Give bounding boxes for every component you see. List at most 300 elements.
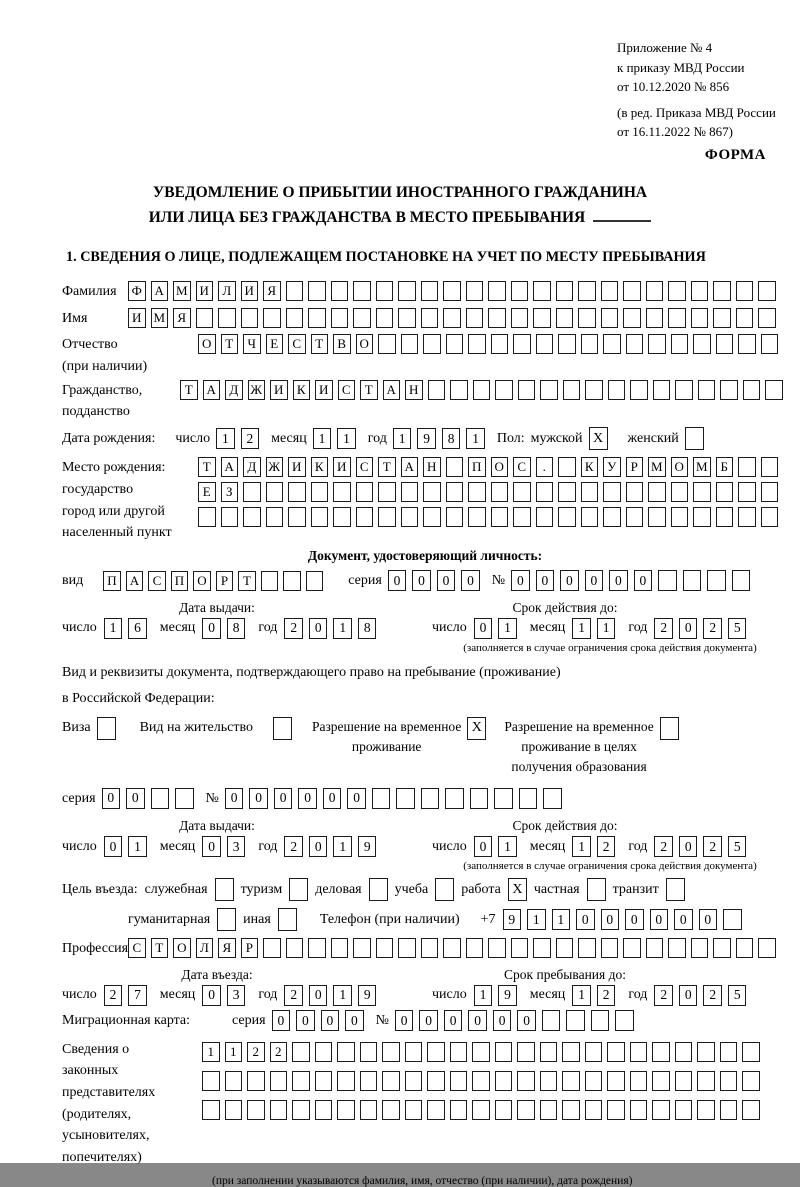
char-cell[interactable] [626,334,644,354]
char-cell[interactable]: 1 [216,428,235,449]
char-cell[interactable]: 1 [333,836,352,857]
char-cell[interactable] [603,482,621,502]
char-cell[interactable] [266,482,284,502]
char-cell[interactable] [623,281,641,301]
char-cell[interactable] [736,938,754,958]
char-cell[interactable]: 0 [625,909,644,930]
char-cell[interactable]: Ф [128,281,146,301]
char-cell[interactable] [423,334,441,354]
char-cell[interactable]: 0 [560,570,579,591]
char-cell[interactable] [716,482,734,502]
char-cell[interactable] [542,1010,561,1031]
char-cell[interactable] [466,308,484,328]
char-cell[interactable]: А [221,457,239,477]
char-cell[interactable] [713,281,731,301]
char-cell[interactable] [691,938,709,958]
char-cell[interactable] [401,334,419,354]
char-cell[interactable] [306,571,324,591]
char-cell[interactable] [470,788,489,809]
char-cell[interactable] [519,788,538,809]
char-cell[interactable] [443,281,461,301]
char-cell[interactable] [675,1071,693,1091]
char-cell[interactable]: 0 [699,909,718,930]
char-cell[interactable] [308,281,326,301]
char-cell[interactable] [653,380,671,400]
char-cell[interactable] [738,457,756,477]
char-cell[interactable]: 2 [270,1042,288,1062]
char-cell[interactable] [675,1042,693,1062]
char-cell[interactable]: 0 [345,1010,364,1031]
char-cell[interactable] [511,308,529,328]
purpose-private-checkbox[interactable] [587,878,606,901]
char-cell[interactable] [675,1100,693,1120]
char-cell[interactable] [623,308,641,328]
char-cell[interactable] [491,482,509,502]
char-cell[interactable] [491,334,509,354]
char-cell[interactable] [198,507,216,527]
char-cell[interactable] [218,308,236,328]
char-cell[interactable] [421,788,440,809]
char-cell[interactable] [517,1071,535,1091]
char-cell[interactable] [623,938,641,958]
char-cell[interactable]: 0 [468,1010,487,1031]
char-cell[interactable] [202,1100,220,1120]
char-cell[interactable]: 5 [728,985,747,1006]
char-cell[interactable]: 0 [474,618,493,639]
char-cell[interactable]: С [128,938,146,958]
char-cell[interactable] [308,938,326,958]
char-cell[interactable] [540,1042,558,1062]
char-cell[interactable] [331,281,349,301]
char-cell[interactable] [601,281,619,301]
char-cell[interactable] [671,507,689,527]
char-cell[interactable] [241,308,259,328]
char-cell[interactable]: 9 [503,909,522,930]
char-cell[interactable]: И [288,457,306,477]
char-cell[interactable]: . [536,457,554,477]
sex-female-checkbox[interactable] [685,427,704,450]
char-cell[interactable]: 1 [552,909,571,930]
char-cell[interactable] [723,909,742,930]
char-cell[interactable] [337,1100,355,1120]
char-cell[interactable]: 0 [511,570,530,591]
char-cell[interactable]: А [126,571,144,591]
char-cell[interactable] [221,507,239,527]
char-cell[interactable]: 3 [227,836,246,857]
char-cell[interactable] [288,482,306,502]
char-cell[interactable] [398,308,416,328]
char-cell[interactable] [518,380,536,400]
char-cell[interactable] [308,308,326,328]
char-cell[interactable] [488,281,506,301]
char-cell[interactable] [626,482,644,502]
char-cell[interactable] [494,788,513,809]
char-cell[interactable] [450,1100,468,1120]
char-cell[interactable] [270,1071,288,1091]
char-cell[interactable] [742,1042,760,1062]
char-cell[interactable] [646,281,664,301]
char-cell[interactable] [558,507,576,527]
char-cell[interactable] [446,507,464,527]
char-cell[interactable] [468,507,486,527]
char-cell[interactable] [693,482,711,502]
char-cell[interactable] [405,1071,423,1091]
visa-checkbox[interactable] [97,717,116,740]
char-cell[interactable] [353,938,371,958]
char-cell[interactable] [473,380,491,400]
char-cell[interactable] [175,788,194,809]
char-cell[interactable] [738,334,756,354]
char-cell[interactable]: 1 [128,836,147,857]
char-cell[interactable] [511,281,529,301]
char-cell[interactable] [736,281,754,301]
char-cell[interactable]: Т [378,457,396,477]
char-cell[interactable]: 0 [274,788,293,809]
char-cell[interactable] [556,308,574,328]
char-cell[interactable] [401,482,419,502]
char-cell[interactable] [720,1042,738,1062]
char-cell[interactable]: 0 [102,788,121,809]
char-cell[interactable] [286,281,304,301]
char-cell[interactable] [286,308,304,328]
char-cell[interactable] [488,308,506,328]
char-cell[interactable] [683,570,702,591]
char-cell[interactable] [427,1071,445,1091]
char-cell[interactable]: 1 [498,836,517,857]
char-cell[interactable]: Т [360,380,378,400]
char-cell[interactable]: 0 [650,909,669,930]
char-cell[interactable]: Я [263,281,281,301]
char-cell[interactable] [396,788,415,809]
char-cell[interactable] [671,482,689,502]
char-cell[interactable] [738,482,756,502]
char-cell[interactable] [517,1042,535,1062]
char-cell[interactable]: А [203,380,221,400]
char-cell[interactable]: Т [221,334,239,354]
char-cell[interactable]: 2 [703,618,722,639]
char-cell[interactable]: С [338,380,356,400]
char-cell[interactable] [716,334,734,354]
char-cell[interactable] [495,1042,513,1062]
char-cell[interactable]: П [103,571,121,591]
char-cell[interactable] [288,507,306,527]
char-cell[interactable]: 0 [323,788,342,809]
char-cell[interactable] [382,1042,400,1062]
purpose-transit-checkbox[interactable] [666,878,685,901]
char-cell[interactable]: 0 [126,788,145,809]
char-cell[interactable]: 2 [247,1042,265,1062]
char-cell[interactable]: 8 [442,428,461,449]
char-cell[interactable] [743,380,761,400]
char-cell[interactable] [668,281,686,301]
char-cell[interactable]: 1 [313,428,332,449]
char-cell[interactable]: 2 [284,836,303,857]
char-cell[interactable] [421,308,439,328]
char-cell[interactable]: К [581,457,599,477]
char-cell[interactable]: О [198,334,216,354]
char-cell[interactable] [378,482,396,502]
char-cell[interactable] [356,507,374,527]
char-cell[interactable] [315,1042,333,1062]
char-cell[interactable] [472,1100,490,1120]
char-cell[interactable] [491,507,509,527]
char-cell[interactable] [765,380,783,400]
char-cell[interactable] [742,1071,760,1091]
char-cell[interactable] [585,380,603,400]
char-cell[interactable] [626,507,644,527]
char-cell[interactable] [266,507,284,527]
char-cell[interactable]: Н [423,457,441,477]
char-cell[interactable] [566,1010,585,1031]
char-cell[interactable]: 0 [309,618,328,639]
char-cell[interactable]: О [356,334,374,354]
char-cell[interactable] [556,281,574,301]
char-cell[interactable] [495,380,513,400]
char-cell[interactable] [225,1071,243,1091]
char-cell[interactable]: 6 [128,618,147,639]
char-cell[interactable]: 0 [309,836,328,857]
char-cell[interactable] [511,938,529,958]
char-cell[interactable] [608,380,626,400]
char-cell[interactable]: Б [716,457,734,477]
char-cell[interactable] [648,482,666,502]
char-cell[interactable]: 9 [417,428,436,449]
char-cell[interactable] [446,457,464,477]
char-cell[interactable] [761,507,779,527]
char-cell[interactable]: 2 [241,428,260,449]
char-cell[interactable] [292,1042,310,1062]
char-cell[interactable] [378,507,396,527]
char-cell[interactable] [450,380,468,400]
char-cell[interactable]: 0 [585,570,604,591]
char-cell[interactable] [732,570,751,591]
char-cell[interactable] [360,1042,378,1062]
purpose-commercial-checkbox[interactable] [369,878,388,901]
char-cell[interactable]: Т [180,380,198,400]
char-cell[interactable] [495,1100,513,1120]
char-cell[interactable] [398,281,416,301]
char-cell[interactable] [658,570,677,591]
char-cell[interactable] [427,1042,445,1062]
char-cell[interactable] [668,938,686,958]
char-cell[interactable] [607,1100,625,1120]
char-cell[interactable] [691,281,709,301]
char-cell[interactable] [652,1100,670,1120]
char-cell[interactable]: 2 [284,618,303,639]
char-cell[interactable] [292,1100,310,1120]
char-cell[interactable]: Т [238,571,256,591]
char-cell[interactable]: Р [241,938,259,958]
char-cell[interactable] [261,571,279,591]
char-cell[interactable]: 0 [412,570,431,591]
char-cell[interactable] [591,1010,610,1031]
char-cell[interactable]: 1 [527,909,546,930]
char-cell[interactable]: 1 [572,618,591,639]
char-cell[interactable]: 9 [358,836,377,857]
char-cell[interactable] [761,334,779,354]
purpose-other-checkbox[interactable] [278,908,297,931]
char-cell[interactable]: 0 [296,1010,315,1031]
char-cell[interactable] [311,507,329,527]
char-cell[interactable] [468,482,486,502]
char-cell[interactable]: 2 [654,836,673,857]
char-cell[interactable] [607,1071,625,1091]
char-cell[interactable] [468,334,486,354]
char-cell[interactable] [758,281,776,301]
char-cell[interactable]: 2 [597,836,616,857]
char-cell[interactable] [742,1100,760,1120]
char-cell[interactable] [225,1100,243,1120]
char-cell[interactable]: 0 [461,570,480,591]
char-cell[interactable]: А [151,281,169,301]
char-cell[interactable] [292,1071,310,1091]
char-cell[interactable] [331,938,349,958]
char-cell[interactable]: 0 [419,1010,438,1031]
char-cell[interactable] [585,1042,603,1062]
char-cell[interactable] [517,1100,535,1120]
char-cell[interactable] [578,281,596,301]
char-cell[interactable]: 7 [128,985,147,1006]
char-cell[interactable] [668,308,686,328]
char-cell[interactable] [630,380,648,400]
char-cell[interactable] [423,507,441,527]
char-cell[interactable]: 0 [309,985,328,1006]
char-cell[interactable]: 2 [703,836,722,857]
char-cell[interactable]: Е [266,334,284,354]
char-cell[interactable]: 1 [333,618,352,639]
char-cell[interactable] [697,1071,715,1091]
char-cell[interactable]: 0 [202,618,221,639]
char-cell[interactable]: П [468,457,486,477]
char-cell[interactable] [421,281,439,301]
char-cell[interactable] [311,482,329,502]
char-cell[interactable] [761,457,779,477]
char-cell[interactable] [446,482,464,502]
char-cell[interactable] [697,1042,715,1062]
char-cell[interactable]: 2 [284,985,303,1006]
char-cell[interactable]: 9 [498,985,517,1006]
char-cell[interactable]: З [221,482,239,502]
char-cell[interactable] [376,938,394,958]
char-cell[interactable]: 1 [225,1042,243,1062]
char-cell[interactable] [247,1100,265,1120]
char-cell[interactable]: 0 [679,836,698,857]
char-cell[interactable]: С [288,334,306,354]
char-cell[interactable]: 2 [654,985,673,1006]
char-cell[interactable]: И [241,281,259,301]
char-cell[interactable]: Л [218,281,236,301]
char-cell[interactable] [472,1042,490,1062]
char-cell[interactable]: 0 [474,836,493,857]
char-cell[interactable]: И [196,281,214,301]
char-cell[interactable] [720,1100,738,1120]
char-cell[interactable] [331,308,349,328]
char-cell[interactable]: Ж [266,457,284,477]
char-cell[interactable] [562,1100,580,1120]
char-cell[interactable]: Т [151,938,169,958]
char-cell[interactable] [558,334,576,354]
char-cell[interactable] [513,334,531,354]
char-cell[interactable]: П [171,571,189,591]
char-cell[interactable] [428,380,446,400]
char-cell[interactable]: С [513,457,531,477]
char-cell[interactable]: М [648,457,666,477]
char-cell[interactable] [405,1042,423,1062]
char-cell[interactable] [562,1071,580,1091]
char-cell[interactable]: 2 [104,985,123,1006]
purpose-tourism-checkbox[interactable] [289,878,308,901]
char-cell[interactable]: С [148,571,166,591]
char-cell[interactable]: Р [626,457,644,477]
char-cell[interactable]: 1 [572,836,591,857]
char-cell[interactable] [151,788,170,809]
char-cell[interactable] [450,1042,468,1062]
char-cell[interactable]: Д [243,457,261,477]
char-cell[interactable] [603,507,621,527]
char-cell[interactable] [446,334,464,354]
char-cell[interactable] [372,788,391,809]
char-cell[interactable] [581,482,599,502]
char-cell[interactable] [581,334,599,354]
char-cell[interactable] [533,938,551,958]
purpose-work-checkbox[interactable]: X [508,878,527,901]
char-cell[interactable] [675,380,693,400]
char-cell[interactable]: В [333,334,351,354]
char-cell[interactable]: 1 [572,985,591,1006]
char-cell[interactable] [382,1100,400,1120]
char-cell[interactable] [652,1071,670,1091]
char-cell[interactable]: 0 [601,909,620,930]
char-cell[interactable] [315,1071,333,1091]
char-cell[interactable] [540,1100,558,1120]
char-cell[interactable]: 0 [225,788,244,809]
char-cell[interactable] [401,507,419,527]
char-cell[interactable] [263,938,281,958]
char-cell[interactable]: 1 [597,618,616,639]
purpose-humanitarian-checkbox[interactable] [217,908,236,931]
char-cell[interactable] [556,938,574,958]
char-cell[interactable] [421,938,439,958]
char-cell[interactable]: 1 [474,985,493,1006]
char-cell[interactable] [378,334,396,354]
char-cell[interactable] [713,938,731,958]
char-cell[interactable]: 1 [104,618,123,639]
char-cell[interactable]: 0 [437,570,456,591]
char-cell[interactable] [536,507,554,527]
char-cell[interactable]: 0 [321,1010,340,1031]
char-cell[interactable] [513,482,531,502]
char-cell[interactable]: 8 [227,618,246,639]
char-cell[interactable]: К [293,380,311,400]
char-cell[interactable] [495,1071,513,1091]
char-cell[interactable] [443,938,461,958]
char-cell[interactable] [581,507,599,527]
edu-permit-checkbox[interactable] [660,717,679,740]
char-cell[interactable]: 9 [358,985,377,1006]
residence-permit-checkbox[interactable] [273,717,292,740]
char-cell[interactable]: 5 [728,618,747,639]
char-cell[interactable] [607,1042,625,1062]
char-cell[interactable]: 0 [679,985,698,1006]
char-cell[interactable] [333,507,351,527]
char-cell[interactable] [356,482,374,502]
char-cell[interactable]: О [491,457,509,477]
char-cell[interactable]: О [193,571,211,591]
char-cell[interactable]: 0 [576,909,595,930]
char-cell[interactable] [283,571,301,591]
char-cell[interactable] [578,308,596,328]
char-cell[interactable] [443,308,461,328]
